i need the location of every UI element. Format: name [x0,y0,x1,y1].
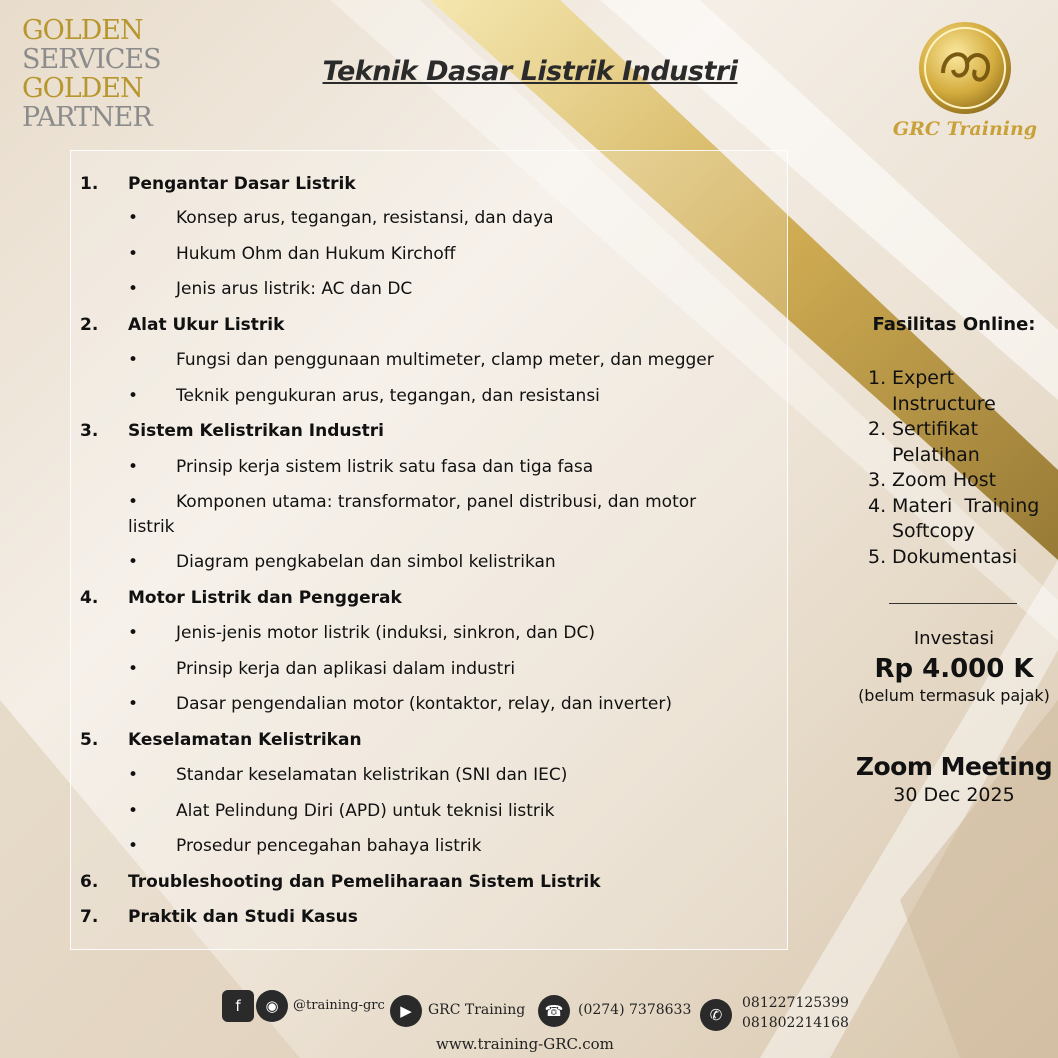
youtube-icon[interactable]: ▶ [390,995,422,1027]
social-handle[interactable]: @training-grc [293,998,385,1013]
facility-text: Softcopy [892,520,975,542]
investment-price: Rp 4.000 K [874,654,1034,684]
facilities-title: Fasilitas Online: [872,314,1036,335]
list-item-text: Jenis-jenis motor listrik (induksi, sinkron, dan DC) [176,623,595,643]
facility-number: 4. [868,494,887,517]
section-heading: Pengantar Dasar Listrik [128,174,356,194]
section-heading: Sistem Kelistrikan Industri [128,421,384,441]
section-heading: Praktik dan Studi Kasus [128,907,358,927]
grc-brand-name: GRC Training [892,118,1038,140]
section-number: 1. [80,174,99,194]
bullet-icon: • [128,457,139,477]
list-item-text: Standar keselamatan kelistrikan (SNI dan IEC) [176,765,568,785]
list-item-text: Jenis arus listrik: AC dan DC [176,279,413,299]
list-item-text: Konsep arus, tegangan, resistansi, dan daya [176,208,554,228]
facility-number: 1. [868,367,887,389]
section-heading: Keselamatan Kelistrikan [128,730,362,750]
bullet-icon: • [128,492,139,512]
whatsapp-number-1[interactable]: 081227125399 [742,995,849,1011]
event-date: 30 Dec 2025 [893,784,1015,806]
list-item-text: Diagram pengkabelan dan simbol kelistrikan [176,552,556,572]
bullet-icon: • [128,836,139,856]
divider [889,603,1017,604]
phone-icon[interactable]: ☎ [538,995,570,1027]
facility-text: Sertifikat [892,418,979,440]
investment-label: Investasi [913,628,995,649]
facility-item [868,417,1058,468]
investment-note: (belum termasuk pajak) [858,686,1050,705]
list-item-text: Prosedur pencegahan bahaya listrik [176,836,482,856]
list-item-text: Teknik pengukuran arus, tegangan, dan resistansi [176,386,600,406]
section-heading: Motor Listrik dan Penggerak [128,588,402,608]
facility-text: Materi Training [892,494,1040,517]
list-item-text: Hukum Ohm dan Hukum Kirchoff [176,244,456,264]
facility-number: 5. [868,545,887,568]
page-title: Teknik Dasar Listrik Industri [322,56,738,87]
facility-number: 2. [868,418,887,440]
section-heading: Troubleshooting dan Pemeliharaan Sistem Listrik [128,872,601,892]
bullet-icon: • [128,350,139,370]
section-number: 3. [80,421,99,441]
bullet-icon: • [128,659,139,679]
facility-text: Dokumentasi [892,545,1018,568]
section-heading: Alat Ukur Listrik [128,315,285,335]
grc-emblem-icon [915,18,1015,118]
facility-number: 3. [868,469,887,491]
list-item-text: Dasar pengendalian motor (kontaktor, relay, dan inverter) [176,694,672,714]
bullet-icon: • [128,279,139,299]
logo-line-1: GOLDEN [22,15,143,46]
bullet-icon: • [128,694,139,714]
footer-contacts [0,985,1058,1055]
list-item-text: Prinsip kerja dan aplikasi dalam industri [176,659,516,679]
section-number: 6. [80,872,99,892]
whatsapp-icon[interactable]: ✆ [700,999,732,1031]
list-item-text: Fungsi dan penggunaan multimeter, clamp meter, dan megger [176,350,714,370]
list-item-text: Prinsip kerja sistem listrik satu fasa dan tiga fasa [176,457,594,477]
facility-item [868,366,1058,417]
list-item-continuation: listrik [128,517,175,537]
bullet-icon: • [128,552,139,572]
facebook-icon[interactable]: f [222,990,254,1022]
section-number: 4. [80,588,99,608]
section-number: 7. [80,907,99,927]
list-item-text: Komponen utama: transformator, panel distribusi, dan motor [176,492,697,512]
instagram-icon[interactable]: ◉ [256,990,288,1022]
logo-line-2: SERVICES [22,44,161,75]
facility-item [868,545,1058,571]
website-link[interactable]: www.training-GRC.com [436,1035,614,1053]
phone-number[interactable]: (0274) 7378633 [578,1002,692,1018]
bullet-icon: • [128,801,139,821]
facilities-list [868,366,1058,570]
list-item-text: Alat Pelindung Diri (APD) untuk teknisi listrik [176,801,555,821]
event-title: Zoom Meeting [855,752,1053,781]
facility-text: Pelatihan [892,443,980,466]
section-number: 2. [80,315,99,335]
golden-services-partner-logo [22,15,161,133]
section-number: 5. [80,730,99,750]
facility-text: Zoom Host [892,469,997,491]
bullet-icon: • [128,765,139,785]
facility-text: Instructure [892,392,996,415]
bullet-icon: • [128,623,139,643]
bullet-icon: • [128,208,139,228]
bullet-icon: • [128,244,139,264]
facility-text: Expert [892,367,955,389]
grc-training-logo [880,18,1050,148]
whatsapp-number-2[interactable]: 081802214168 [742,1015,849,1031]
logo-line-3: GOLDEN [22,73,143,104]
facility-item [868,494,1058,545]
bullet-icon: • [128,386,139,406]
logo-line-4: PARTNER [22,102,152,133]
youtube-channel[interactable]: GRC Training [428,1002,526,1018]
facility-item [868,468,1058,494]
